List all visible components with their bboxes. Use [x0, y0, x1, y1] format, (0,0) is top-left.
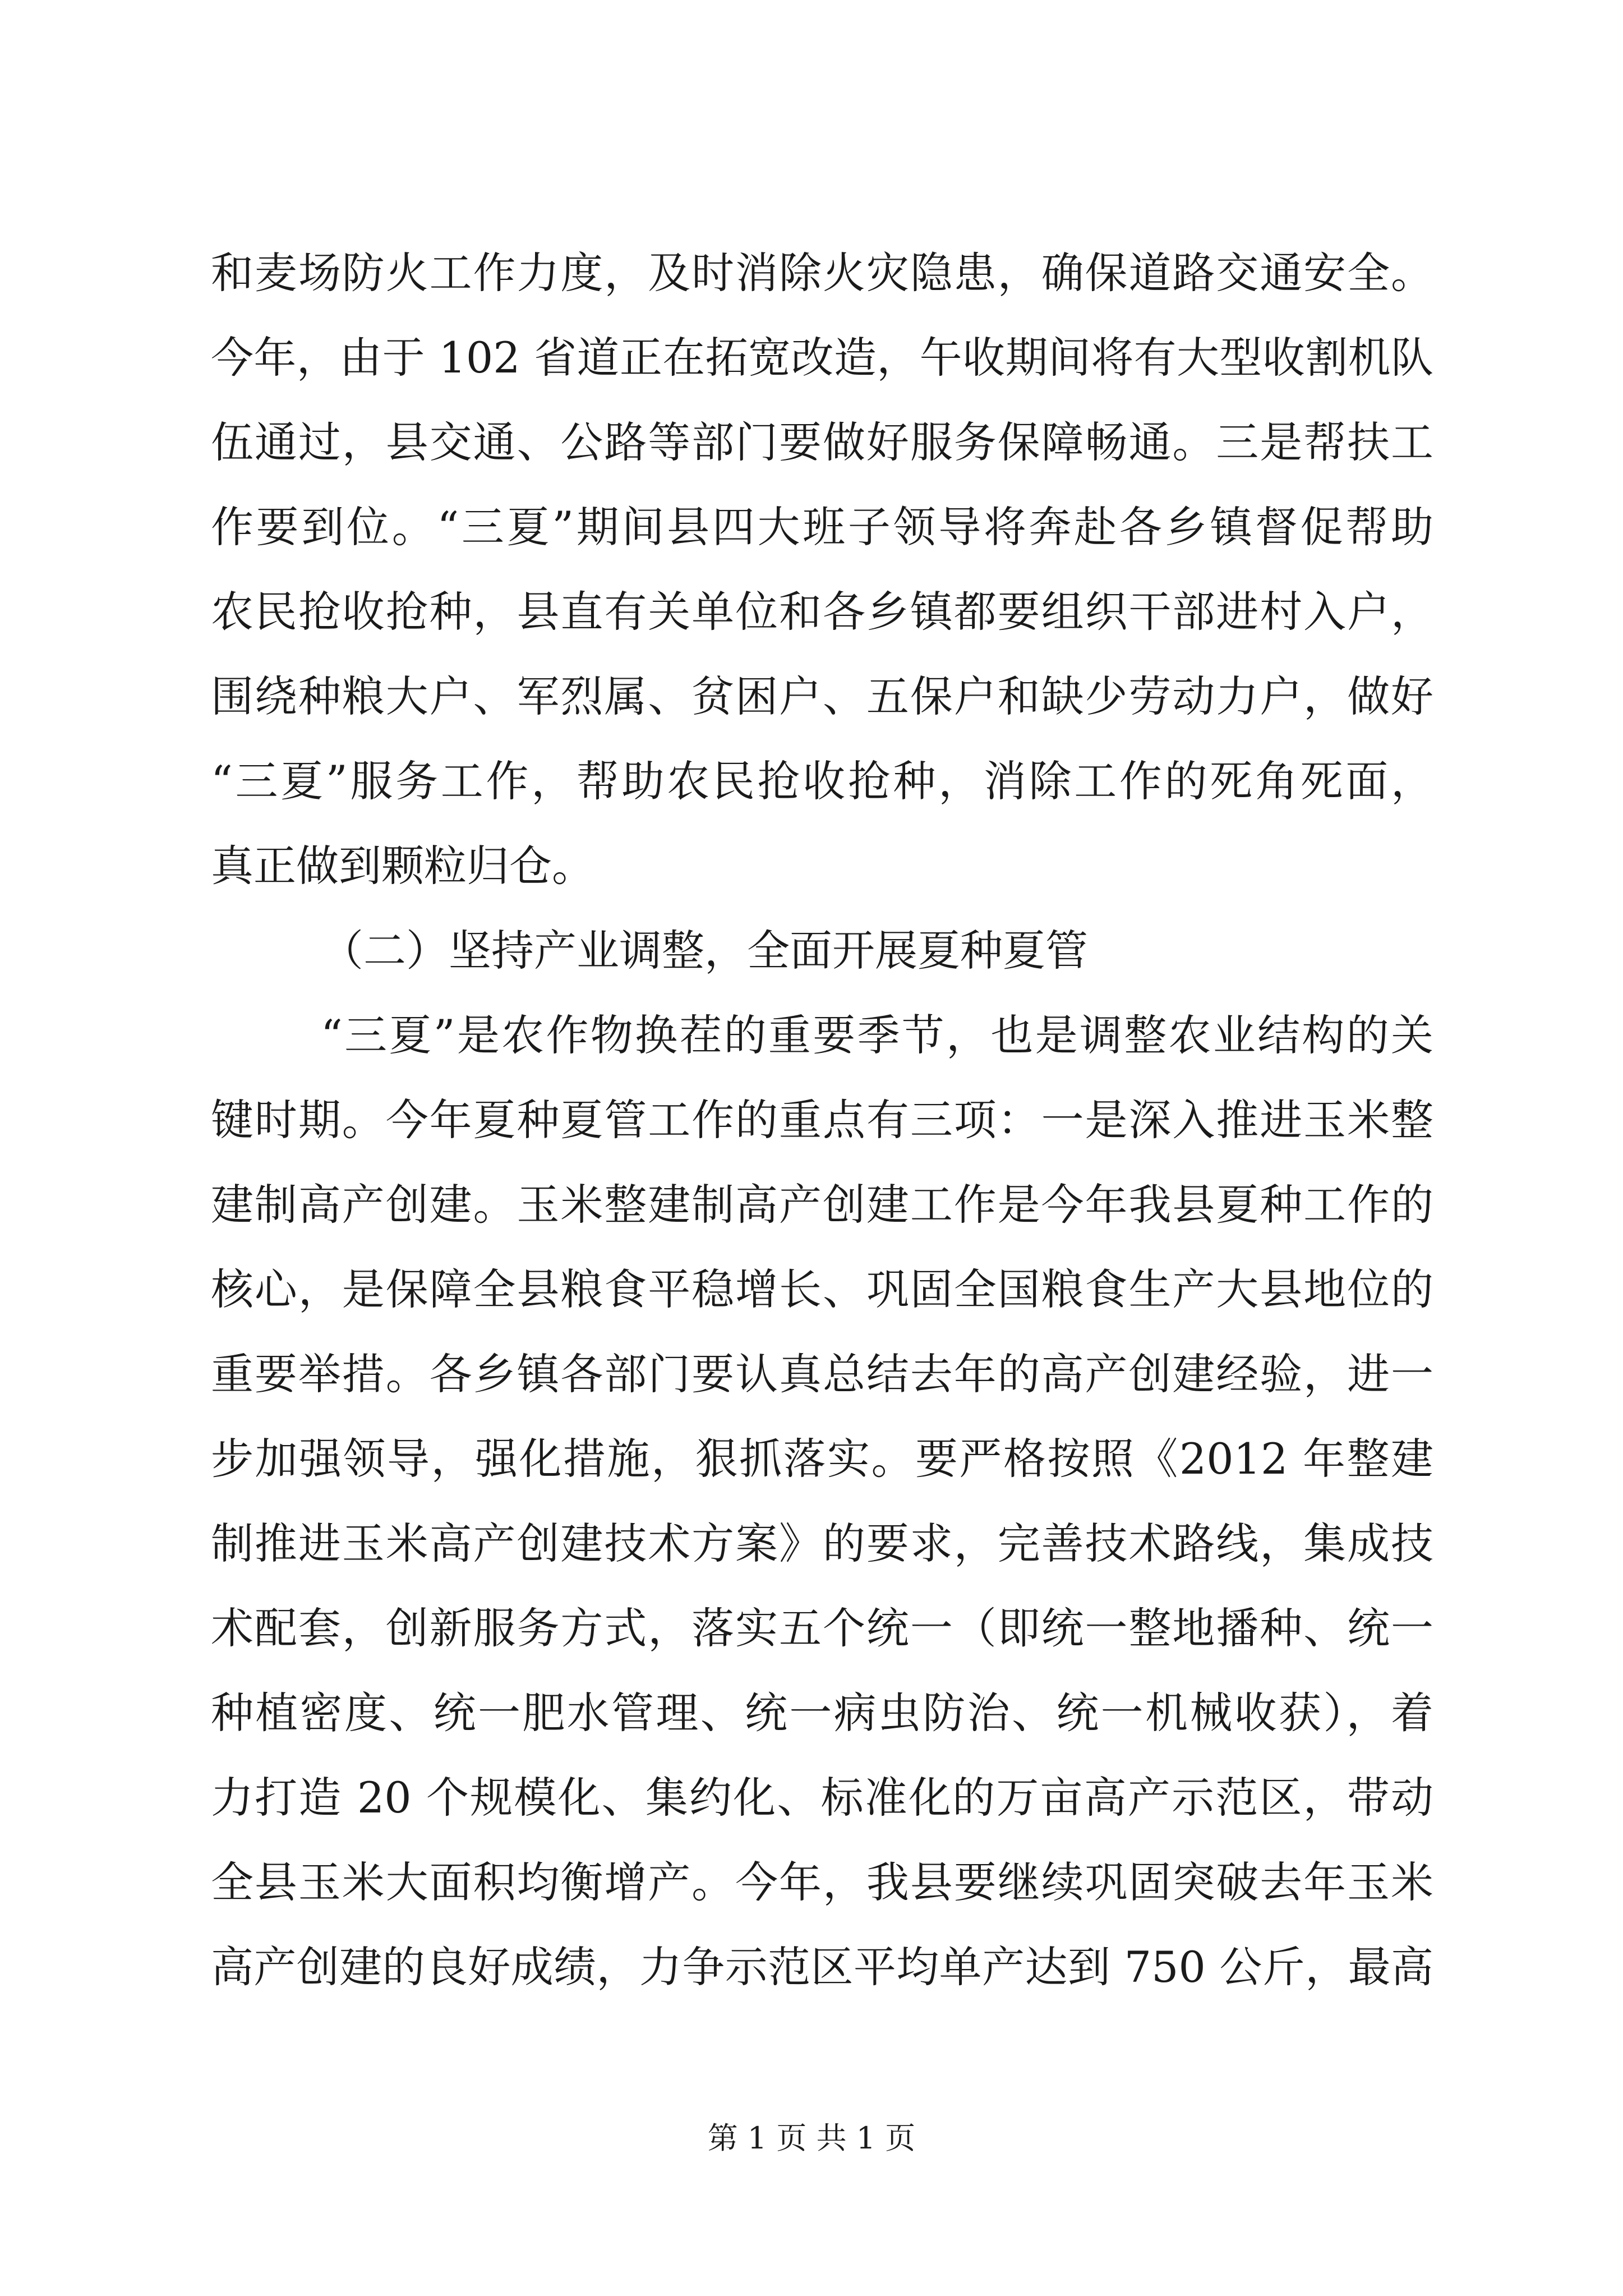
page-footer: 第 1 页 共 1 页 [707, 2120, 916, 2156]
body-text-line: 重要举措。各乡镇各部门要认真总结去年的高产创建经验，进一 [211, 1349, 1433, 1399]
body-text-line: 力打造 20 个规模化、集约化、标准化的万亩高产示范区，带动 [211, 1773, 1433, 1823]
body-text-line: 键时期。今年夏种夏管工作的重点有三项：一是深入推进玉米整 [211, 1095, 1433, 1145]
body-text-line: 核心，是保障全县粮食平稳增长、巩固全国粮食生产大县地位的 [211, 1264, 1433, 1314]
body-text-line: 今年，由于 102 省道正在拓宽改造，午收期间将有大型收割机队 [211, 333, 1433, 383]
body-text-line: 高产创建的良好成绩，力争示范区平均单产达到 750 公斤，最高 [211, 1942, 1433, 1992]
body-text-line: 围绕种粮大户、军烈属、贫困户、五保户和缺少劳动力户，做好 [211, 671, 1433, 721]
body-text-line: “三夏”服务工作，帮助农民抢收抢种，消除工作的死角死面， [211, 756, 1433, 806]
body-text-line: 真正做到颗粒归仓。 [211, 841, 594, 891]
body-text-line: 农民抢收抢种，县直有关单位和各乡镇都要组织干部进村入户， [211, 587, 1433, 637]
body-text-line: 建制高产创建。玉米整建制高产创建工作是今年我县夏种工作的 [211, 1180, 1433, 1230]
body-text-line: 伍通过，县交通、公路等部门要做好服务保障畅通。三是帮扶工 [211, 417, 1433, 467]
body-text-line: 步加强领导，强化措施，狠抓落实。要严格按照《2012 年整建 [211, 1434, 1433, 1484]
body-text-line: 制推进玉米高产创建技术方案》的要求，完善技术路线，集成技 [211, 1519, 1433, 1568]
body-text-line: 作要到位。“三夏”期间县四大班子领导将奔赴各乡镇督促帮助 [211, 502, 1433, 552]
section-heading: （二）坚持产业调整，全面开展夏种夏管 [321, 926, 1088, 976]
body-text-line: “三夏”是农作物换茬的重要季节，也是调整农业结构的关 [321, 1010, 1433, 1060]
body-text-line: 和麦场防火工作力度，及时消除火灾隐患，确保道路交通安全。 [211, 248, 1433, 298]
body-text-line: 术配套，创新服务方式，落实五个统一（即统一整地播种、统一 [211, 1603, 1433, 1653]
body-text-line: 种植密度、统一肥水管理、统一病虫防治、统一机械收获），着 [211, 1688, 1433, 1738]
body-text-line: 全县玉米大面积均衡增产。今年，我县要继续巩固突破去年玉米 [211, 1857, 1433, 1907]
